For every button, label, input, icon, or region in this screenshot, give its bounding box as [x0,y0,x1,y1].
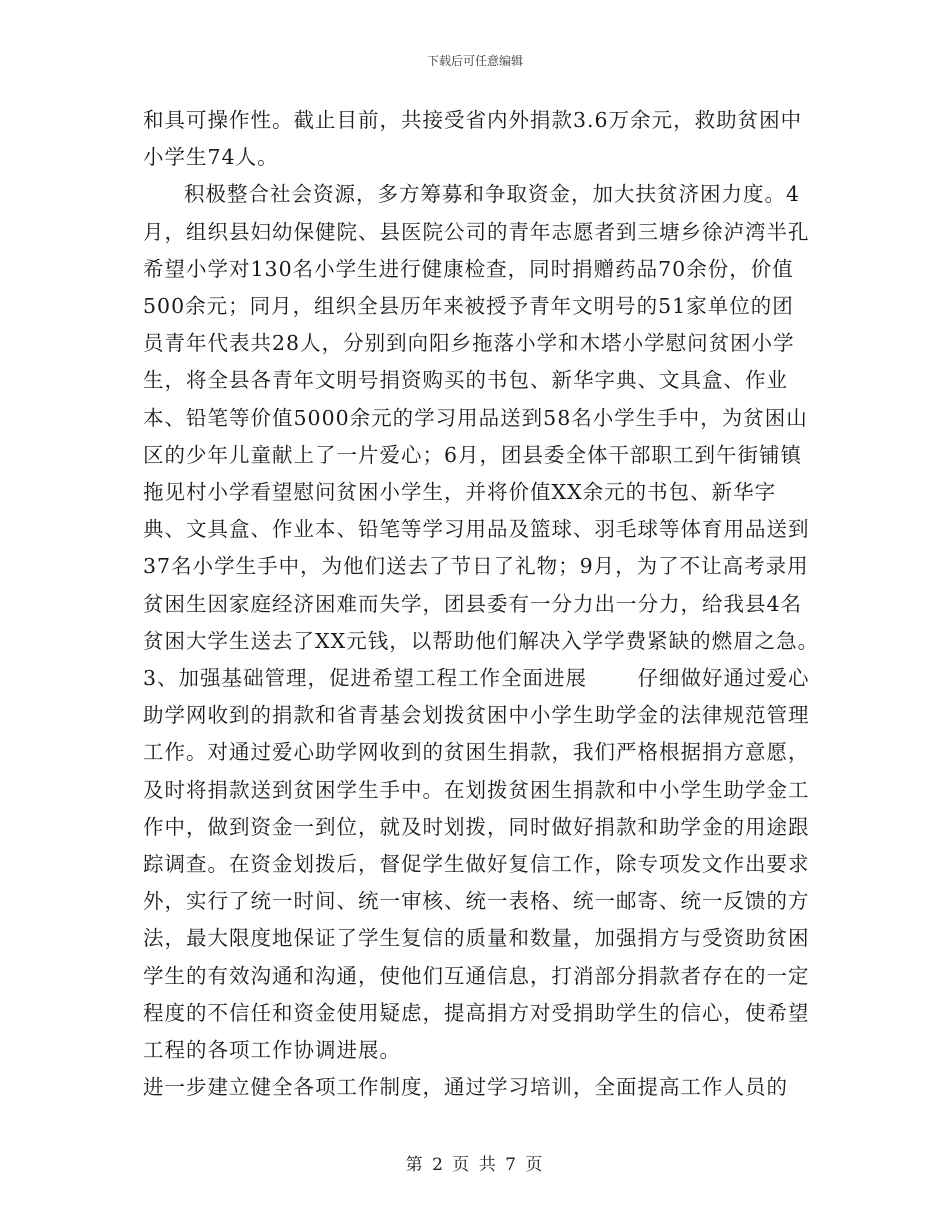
page-header-note: 下载后可任意编辑 [426,54,523,68]
paragraph-continuation: 和具可操作性。截止目前，共接受省内外捐款3.6万余元，救助贫困中小学生74人。 [143,108,803,170]
paragraph-last: 进一步建立健全各项工作制度，通过学习培训，全面提高工作人员的 [143,1075,788,1100]
page-number: 第 2 页 共 7 页 [405,1155,545,1175]
paragraph-main: 积极整合社会资源，多方筹募和争取资金，加大扶贫济困力度。4月，组织县妇幼保健院、县医院公司的青年志愿者到三塘乡徐泸湾半孔希望小学对130名小学生进行健康检查，同时捐赠药品70余份，价值500余元；同月，组织全县历年来被授予青年文明号的51家单位的团员青年代表共28人，分别到向阳乡拖落小学和木塔小学慰问贫困小学生，将全县各青年文明号捐资购买的书包、新华字典、文具盒、作业本、铅笔等价值5000余元的学习用品送到58名小学生手中，为贫困山区的少年儿童献上了一片爱心；6月，团县委全体干部职工到午街铺镇拖见村小学看望慰问贫困小学生，并将价值XX余元的书包、新华字典、文具盒、作业本、铅笔等学习用品及篮球、羽毛球等体育用品送到37名小学生手中，为他们送去了节日了礼物；9月，为了不让高考录用贫困生因家庭经济困难而失学，团县委有一分力出一分力，给我县4名贫困大学生送去了XX元钱，以帮助他们解决入学学费紧缺的燃眉之急。 3、加强基础管理，促进希望工程工作全面进展 仔细做好通过爱心助学网收到的捐款和省青基会划拨贫困中小学生助学金的法律规范管理工作。对通过爱心助学网收到的贫困生捐款，我们严格根据捐方意愿，及时将捐款送到贫困学生手中。在划拨贫困生捐款和中小学生助学金工作中，做到资金一到位，就及时划拨，同时做好捐款和助学金的用途跟踪调查。在资金划拨后，督促学生做好复信工作，除专项发文作出要求外，实行了统一时间、统一审核、统一表格、统一邮寄、统一反馈的方法，最大限度地保证了学生复信的质量和数量，加强捐方与受资助贫困学生的有效沟通和沟通，使他们互通信息，打消部分捐款者存在的一定程度的不信任和资金使用疑虑，提高捐方对受捐助学生的信心，使希望工程的各项工作协调进展。 [143,182,860,1063]
document-body [143,102,860,1106]
